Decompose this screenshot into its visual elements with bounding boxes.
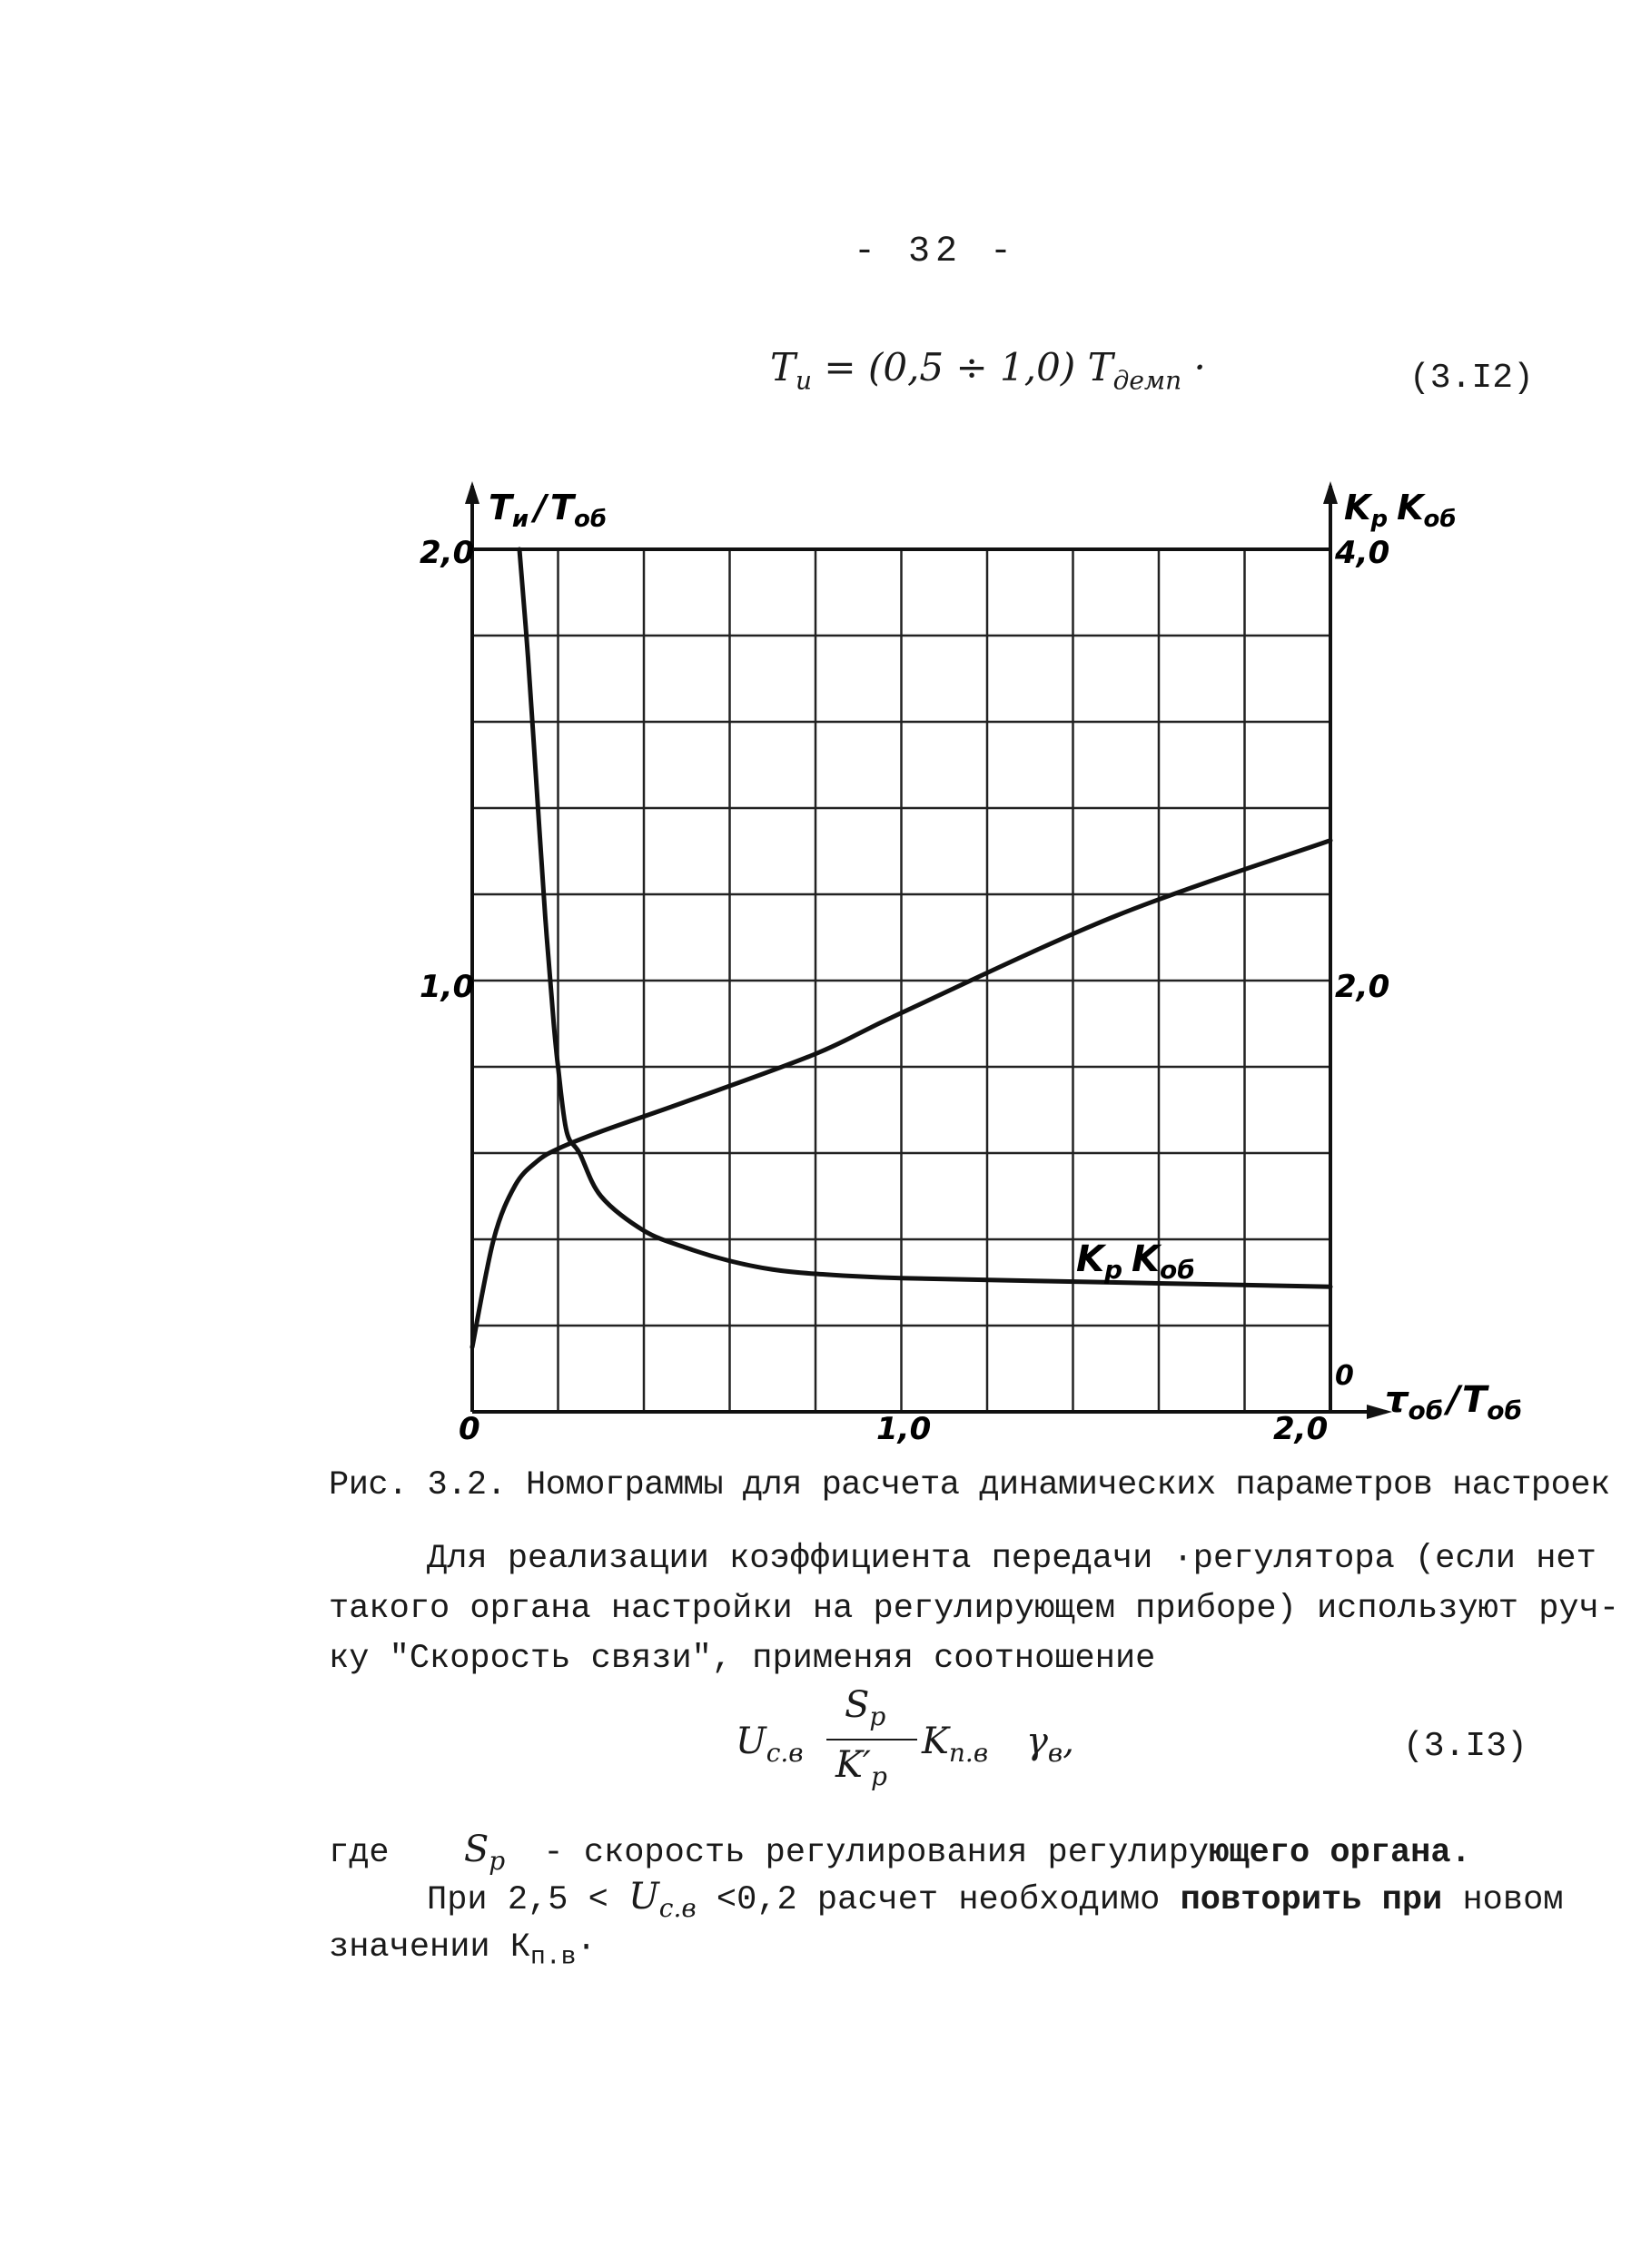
eq-3-12-rhs-sub: демп [1112,365,1182,396]
page-number: - 32 - [854,232,1018,272]
series-point-1-3 [535,1160,538,1163]
equation-3-12 [770,345,1206,395]
series-point-1-2 [514,1184,517,1187]
series-point-0-10 [686,1247,688,1249]
series-point-1-10 [1330,839,1332,842]
nomogram-chart [400,472,1562,1489]
series-point-1-6 [686,1100,688,1103]
right-axis-label: $K_р$ $K_{об}$ [1344,488,1457,533]
series-point-0-8 [599,1195,602,1198]
series-point-0-2 [535,785,538,788]
series-point-0-14 [900,1277,903,1279]
series-point-0-13 [815,1273,817,1276]
paragraph-line-1: Для реализации коэффициента передачи ·регулятора (если нет [427,1540,1596,1578]
condition-symbol: $U_{с.в}$ [628,1876,697,1923]
series-point-1-5 [599,1130,602,1133]
eq-3-12-lhs: T [770,345,796,390]
where-symbol: $S_р$ [463,1829,506,1876]
y-left-tick-2: 2,0 [420,535,475,571]
eq-3-13-gamma: $\gamma_в$, [1026,1721,1074,1768]
series-point-0-6 [565,1130,568,1133]
y-right-tick-4: 4,0 [1335,535,1390,571]
y-right-tick-0: 0 [1335,1360,1354,1392]
left-axis-label: $T_и / T_{об}$ [489,488,607,533]
equation-3-13-number: (3.I3) [1403,1727,1527,1766]
series-point-1-7 [815,1052,817,1055]
series-point-0-1 [527,656,529,658]
equation-3-13 [736,1684,1117,1802]
eq-3-13-den: $K'_р$ [835,1744,887,1791]
x-tick-1: 1,0 [876,1411,932,1447]
right-axis-arrow [1323,481,1338,504]
series-point-0-16 [1330,1286,1332,1288]
where-line: где $S_р$ - скорость регулирования регулирующего органа. [329,1829,1471,1876]
series-point-1-0 [471,1346,474,1348]
series-point-0-11 [728,1259,731,1262]
x-tick-0: 0 [459,1411,480,1447]
series-line-0 [519,549,1330,1287]
figure-caption: Рис. 3.2. Номограммы для расчета динамических параметров настроек [329,1466,1610,1504]
eq-3-12-lhs-sub: u [796,365,813,396]
left-axis-arrow [465,481,479,504]
paragraph-line-2: такого органа настройки на регулирующем приборе) используют руч- [329,1590,1620,1628]
equation-3-12-number: (3.I2) [1409,359,1534,398]
eq-3-13-tail: $K_{п.в}$ [922,1721,989,1768]
fraction-bar [826,1739,917,1740]
series-point-0-3 [544,914,547,917]
curve-label-kr-kob: $K_р$ $K_{об}$ [1076,1238,1195,1285]
y-right-tick-2: 2,0 [1335,969,1390,1005]
series-point-0-7 [578,1152,581,1155]
series-point-1-9 [1114,914,1117,917]
x-axis-label: $\tau_{об}$ $/T_{об}$ [1385,1379,1523,1425]
eq-3-13-num: $S_р$ [845,1684,886,1731]
series-point-1-1 [492,1238,495,1241]
paragraph-line-3: ку "Скорость связи", применяя соотношение [329,1640,1156,1678]
eq-3-12-tail: · [1193,345,1206,390]
series-point-0-4 [552,1022,555,1025]
y-left-tick-1: 1,0 [420,969,475,1005]
eq-3-13-lhs: $U_{с.в}$ [736,1721,804,1768]
series-point-1-4 [557,1148,559,1150]
x-tick-2: 2,0 [1273,1411,1329,1447]
last-line: значении $К_{п.в}\cdot$ [329,1928,597,1972]
series-point-0-9 [643,1229,646,1232]
eq-3-12-rhs: = (0,5 ÷ 1,0) T [824,345,1113,390]
series-point-1-8 [900,1011,903,1014]
series-point-0-0 [518,548,520,551]
condition-line: При $2,5 < U_{с.в} <0,2$ расчет необходимо повторить при новом [427,1876,1564,1923]
series-point-0-12 [771,1268,774,1271]
series-point-0-5 [557,1066,559,1069]
